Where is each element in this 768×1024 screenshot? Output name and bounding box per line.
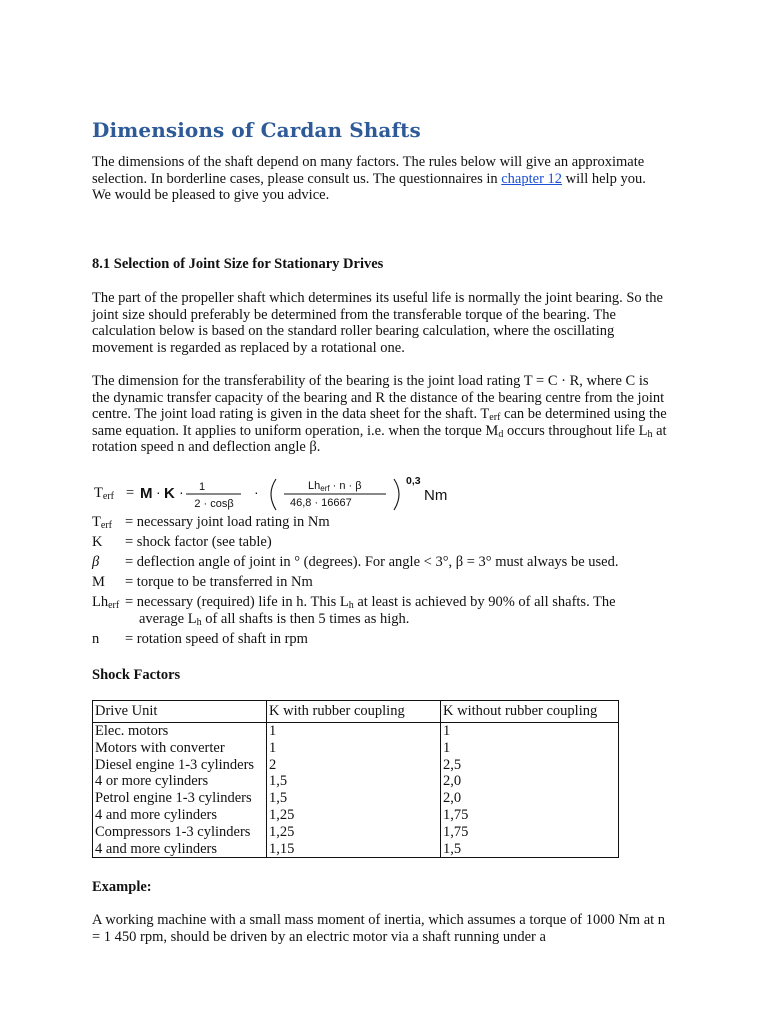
table-cell: 4 and more cylinders xyxy=(93,841,267,858)
table-row xyxy=(93,757,619,774)
para2-sub-h: h xyxy=(647,428,653,440)
table-cell: Compressors 1-3 cylinders xyxy=(93,824,267,841)
frac2-numerator: Lherf · n · β xyxy=(308,480,362,493)
table-header: K with rubber coupling xyxy=(267,701,441,723)
formula-dot-2: · xyxy=(179,484,184,500)
frac1-denominator: 2 · cosβ xyxy=(194,498,234,510)
example-paragraph: A working machine with a small mass moment of inertia, which assumes a torque of 1000 Nm at n = 1 450 rpm, should be driven by an electric motor via a shaft running under a xyxy=(92,912,666,945)
table-cell: 4 or more cylinders xyxy=(93,773,267,790)
table-cell: Motors with converter xyxy=(93,740,267,757)
frac1-numerator: 1 xyxy=(198,481,206,493)
section-heading: 8.1 Selection of Joint Size for Stationary Drives xyxy=(92,256,384,272)
table-cell: 1 xyxy=(267,723,441,740)
table-cell: 1 xyxy=(441,723,619,740)
shock-factors-table xyxy=(92,700,619,858)
formula-k: K xyxy=(164,485,175,502)
table-row xyxy=(93,824,619,841)
paragraph-load-rating xyxy=(92,373,667,456)
para2-text-c: can be determined using the same equation. It applies to uniform operation, i.e. when the torque M xyxy=(92,406,667,439)
para2-text-a: The dimension for the transferability of the bearing is the joint load rating T = C · R, where C is the dynamic transfer capacity of the bearing and R the distance of the bearing centre from the joint centre. The joint load rating is given in the data sheet for the shaft. T xyxy=(92,373,665,423)
shock-factors-heading: Shock Factors xyxy=(92,667,181,683)
formula-dot-1: · xyxy=(156,484,161,500)
table-cell: 1,75 xyxy=(441,824,619,841)
table-cell: Diesel engine 1-3 cylinders xyxy=(93,757,267,774)
intro-text: The dimensions of the shaft depend on many factors. The rules below will give an approximate selection. In borderline cases, please consult us. The questionnaires in xyxy=(92,154,645,187)
table-cell: 1 xyxy=(267,740,441,757)
frac2-denominator: 46,8 · 16667 xyxy=(290,497,352,509)
para2-sub-d: d xyxy=(498,428,504,440)
table-cell: 1,15 xyxy=(267,841,441,858)
table-header: K without rubber coupling xyxy=(441,701,619,723)
table-cell: 1,75 xyxy=(441,807,619,824)
table-row xyxy=(93,841,619,858)
formula-graphic xyxy=(136,474,466,514)
def-n: n = rotation speed of shaft in rpm xyxy=(92,631,308,648)
table-cell: 4 and more cylinders xyxy=(93,807,267,824)
table-cell: 2,0 xyxy=(441,790,619,807)
formula-unit: Nm xyxy=(424,487,448,504)
paragraph-joint-bearing: The part of the propeller shaft which determines its useful life is normally the joint bearing. So the joint size should preferably be determined from the transferable torque of the bearing. The calculation below is based on the standard roller bearing calculation, where the oscillating movement is regarded as replaced by a rotational one. xyxy=(92,290,663,356)
def-beta: β = deflection angle of joint in ° (degrees). For angle < 3°, β = 3° must always be used. xyxy=(92,554,619,570)
def-m: M = torque to be transferred in Nm xyxy=(92,574,313,590)
table-cell: 1,25 xyxy=(267,807,441,824)
table-cell: 1,5 xyxy=(267,790,441,807)
intro-paragraph xyxy=(92,154,667,204)
def-lh: $Lh_{erf}$ = necessary (required) life in h. This $L_h$ at least is achieved by 90% of all shafts. The average $L_h$ of all shafts is then 5 times as high. xyxy=(92,594,616,628)
table-row xyxy=(93,723,619,740)
formula-exponent: 0,3 xyxy=(406,475,421,487)
table-row xyxy=(93,740,619,757)
table-cell: 1 xyxy=(441,740,619,757)
table-cell: Petrol engine 1-3 cylinders xyxy=(93,790,267,807)
joint-load-formula xyxy=(92,474,452,514)
table-header-row xyxy=(93,701,619,723)
page-title: Dimensions of Cardan Shafts xyxy=(92,118,421,142)
para2-text-e: occurs throughout life L xyxy=(503,422,648,439)
intro-text-end: will help you. We would be pleased to give you advice. xyxy=(92,170,646,204)
table-cell: 2,5 xyxy=(441,757,619,774)
para2-sub-erf: erf xyxy=(489,412,501,424)
formula-dot-3: · xyxy=(254,484,259,500)
table-row xyxy=(93,773,619,790)
table-cell: 2,0 xyxy=(441,773,619,790)
table-row xyxy=(93,790,619,807)
def-k: K = shock factor (see table) xyxy=(92,534,272,550)
table-header: Drive Unit xyxy=(93,701,267,723)
formula-m: M xyxy=(140,485,153,502)
symbol-definitions xyxy=(92,512,672,649)
formula-equals: = xyxy=(126,485,135,501)
right-paren xyxy=(394,479,399,510)
chapter-12-link[interactable]: chapter 12 xyxy=(501,170,563,187)
left-paren xyxy=(271,479,276,510)
def-terf: $T_{erf}$ = necessary joint load rating in Nm xyxy=(92,514,330,531)
table-row xyxy=(93,807,619,824)
para2-text-g: at rotation speed n and deflection angle β. xyxy=(92,422,667,456)
example-heading: Example: xyxy=(92,879,152,895)
table-cell: 2 xyxy=(267,757,441,774)
table-cell: 1,5 xyxy=(441,841,619,858)
table-cell: Elec. motors xyxy=(93,723,267,740)
formula-lhs: $T_{erf}$ xyxy=(94,485,114,502)
table-cell: 1,25 xyxy=(267,824,441,841)
table-cell: 1,5 xyxy=(267,773,441,790)
